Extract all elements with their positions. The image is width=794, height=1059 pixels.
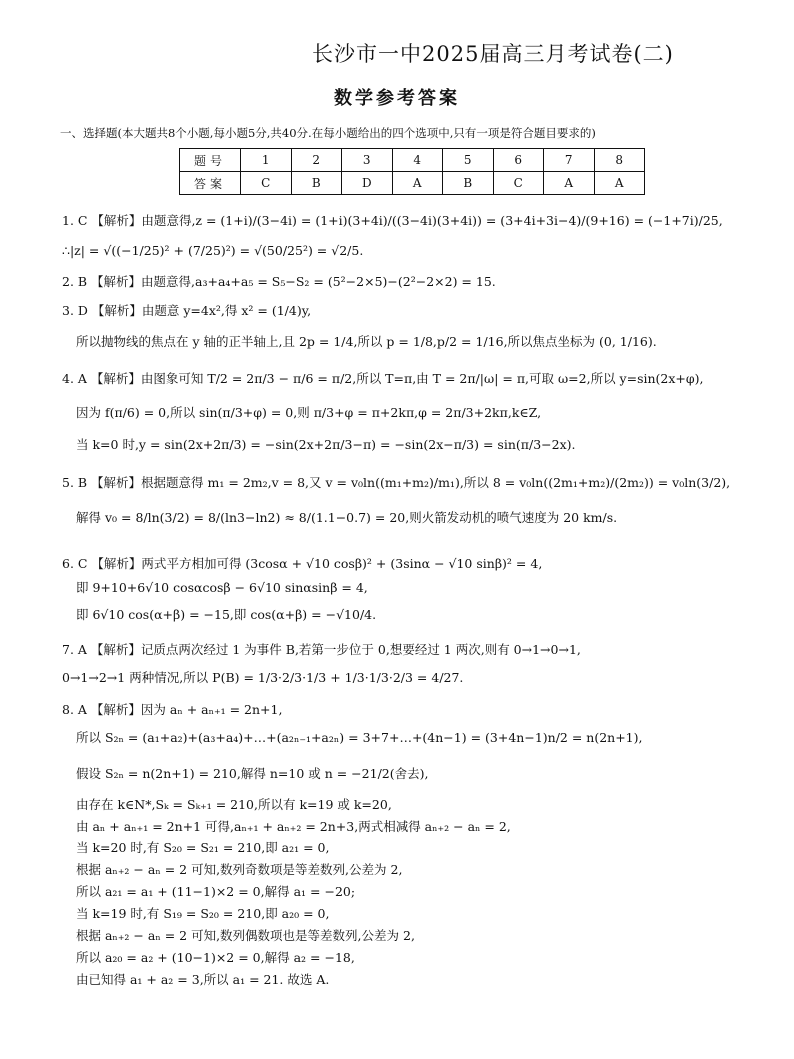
table-cell: 7 bbox=[544, 149, 595, 172]
table-cell: 3 bbox=[342, 149, 393, 172]
document-subtitle: 数学参考答案 bbox=[334, 88, 460, 109]
table-cell: C bbox=[241, 172, 292, 195]
solution-line: 0→1→2→1 两种情况,所以 P(B) = 1/3·2/3·1/3 + 1/3·1/3·2/3 = 4/27. bbox=[62, 670, 464, 685]
solution-line: 即 6√10 cos(α+β) = −15,即 cos(α+β) = −√10/4. bbox=[76, 607, 377, 622]
solution-line: 由 aₙ + aₙ₊₁ = 2n+1 可得,aₙ₊₁ + aₙ₊₂ = 2n+3,两式相减得 aₙ₊₂ − aₙ = 2, bbox=[76, 819, 511, 834]
solution-line: 当 k=20 时,有 S₂₀ = S₂₁ = 210,即 a₂₁ = 0, bbox=[76, 840, 330, 855]
table-header-answer: 答案 bbox=[180, 172, 241, 195]
solution-line: 当 k=0 时,y = sin(2x+2π/3) = −sin(2x+2π/3−π) = −sin(2x−π/3) = sin(π/3−2x). bbox=[76, 437, 576, 452]
table-cell: 8 bbox=[594, 149, 645, 172]
table-cell: 1 bbox=[241, 149, 292, 172]
solution-line: 解得 v₀ = 8/ln(3/2) = 8/(ln3−ln2) ≈ 8/(1.1−0.7) = 20,则火箭发动机的喷气速度为 20 km/s. bbox=[76, 510, 618, 525]
table-row bbox=[180, 172, 645, 195]
solution-line: 5. B 【解析】根据题意得 m₁ = 2m₂,v = 8,又 v = v₀ln((m₁+m₂)/m₁),所以 8 = v₀ln((2m₁+m₂)/(2m₂)) = v₀ln(3/2), bbox=[62, 475, 731, 490]
table-cell: A bbox=[594, 172, 645, 195]
table-row bbox=[180, 149, 645, 172]
solution-line: 2. B 【解析】由题意得,a₃+a₄+a₅ = S₅−S₂ = (5²−2×5)−(2²−2×2) = 15. bbox=[62, 274, 496, 289]
solution-line: 所以 a₂₁ = a₁ + (11−1)×2 = 0,解得 a₁ = −20; bbox=[76, 884, 356, 899]
solution-line: 由存在 k∈N*,Sₖ = Sₖ₊₁ = 210,所以有 k=19 或 k=20, bbox=[76, 797, 392, 812]
solution-line: 4. A 【解析】由图象可知 T/2 = 2π/3 − π/6 = π/2,所以 T=π,由 T = 2π/|ω| = π,可取 ω=2,所以 y=sin(2x+φ), bbox=[62, 371, 704, 386]
solution-line: 由已知得 a₁ + a₂ = 3,所以 a₁ = 21. 故选 A. bbox=[76, 972, 330, 987]
table-header-number: 题号 bbox=[180, 149, 241, 172]
table-cell: B bbox=[443, 172, 494, 195]
solution-line: ∴|z| = √((−1/25)² + (7/25)²) = √(50/25²) = √2/5. bbox=[62, 243, 364, 258]
solution-line: 1. C 【解析】由题意得,z = (1+i)/(3−4i) = (1+i)(3+4i)/((3−4i)(3+4i)) = (3+4i+3i−4)/(9+16) = (−1+7i)/25, bbox=[62, 213, 723, 228]
table-cell: 2 bbox=[291, 149, 342, 172]
solution-line: 3. D 【解析】由题意 y=4x²,得 x² = (1/4)y, bbox=[62, 303, 312, 318]
solution-line: 即 9+10+6√10 cosαcosβ − 6√10 sinαsinβ = 4, bbox=[76, 580, 368, 595]
section-intro: 一、选择题(本大题共8个小题,每小题5分,共40分.在每小题给出的四个选项中,只有一项是符合题目要求的) bbox=[60, 126, 596, 140]
solution-line: 当 k=19 时,有 S₁₉ = S₂₀ = 210,即 a₂₀ = 0, bbox=[76, 906, 330, 921]
table-cell: 6 bbox=[493, 149, 544, 172]
solution-line: 所以 S₂ₙ = (a₁+a₂)+(a₃+a₄)+…+(a₂ₙ₋₁+a₂ₙ) = 3+7+…+(4n−1) = (3+4n−1)n/2 = n(2n+1), bbox=[76, 730, 643, 745]
table-cell: 4 bbox=[392, 149, 443, 172]
table-cell: B bbox=[291, 172, 342, 195]
solution-line: 假设 S₂ₙ = n(2n+1) = 210,解得 n=10 或 n = −21/2(舍去), bbox=[76, 766, 429, 781]
solution-line: 因为 f(π/6) = 0,所以 sin(π/3+φ) = 0,则 π/3+φ = π+2kπ,φ = 2π/3+2kπ,k∈Z, bbox=[76, 405, 542, 420]
solution-line: 8. A 【解析】因为 aₙ + aₙ₊₁ = 2n+1, bbox=[62, 702, 283, 717]
solution-line: 根据 aₙ₊₂ − aₙ = 2 可知,数列奇数项是等差数列,公差为 2, bbox=[76, 862, 403, 877]
table-cell: C bbox=[493, 172, 544, 195]
table-cell: D bbox=[342, 172, 393, 195]
table-cell: A bbox=[544, 172, 595, 195]
solution-line: 6. C 【解析】两式平方相加可得 (3cosα + √10 cosβ)² + (3sinα − √10 sinβ)² = 4, bbox=[62, 556, 543, 571]
solution-line: 所以抛物线的焦点在 y 轴的正半轴上,且 2p = 1/4,所以 p = 1/8,p/2 = 1/16,所以焦点坐标为 (0, 1/16). bbox=[76, 334, 657, 349]
table-cell: 5 bbox=[443, 149, 494, 172]
table-cell: A bbox=[392, 172, 443, 195]
solution-line: 7. A 【解析】记质点两次经过 1 为事件 B,若第一步位于 0,想要经过 1 两次,则有 0→1→0→1, bbox=[62, 642, 581, 657]
answer-table bbox=[179, 148, 645, 195]
solution-line: 根据 aₙ₊₂ − aₙ = 2 可知,数列偶数项也是等差数列,公差为 2, bbox=[76, 928, 415, 943]
document-title: 长沙市一中2025届高三月考试卷(二) bbox=[312, 42, 674, 66]
solution-line: 所以 a₂₀ = a₂ + (10−1)×2 = 0,解得 a₂ = −18, bbox=[76, 950, 355, 965]
